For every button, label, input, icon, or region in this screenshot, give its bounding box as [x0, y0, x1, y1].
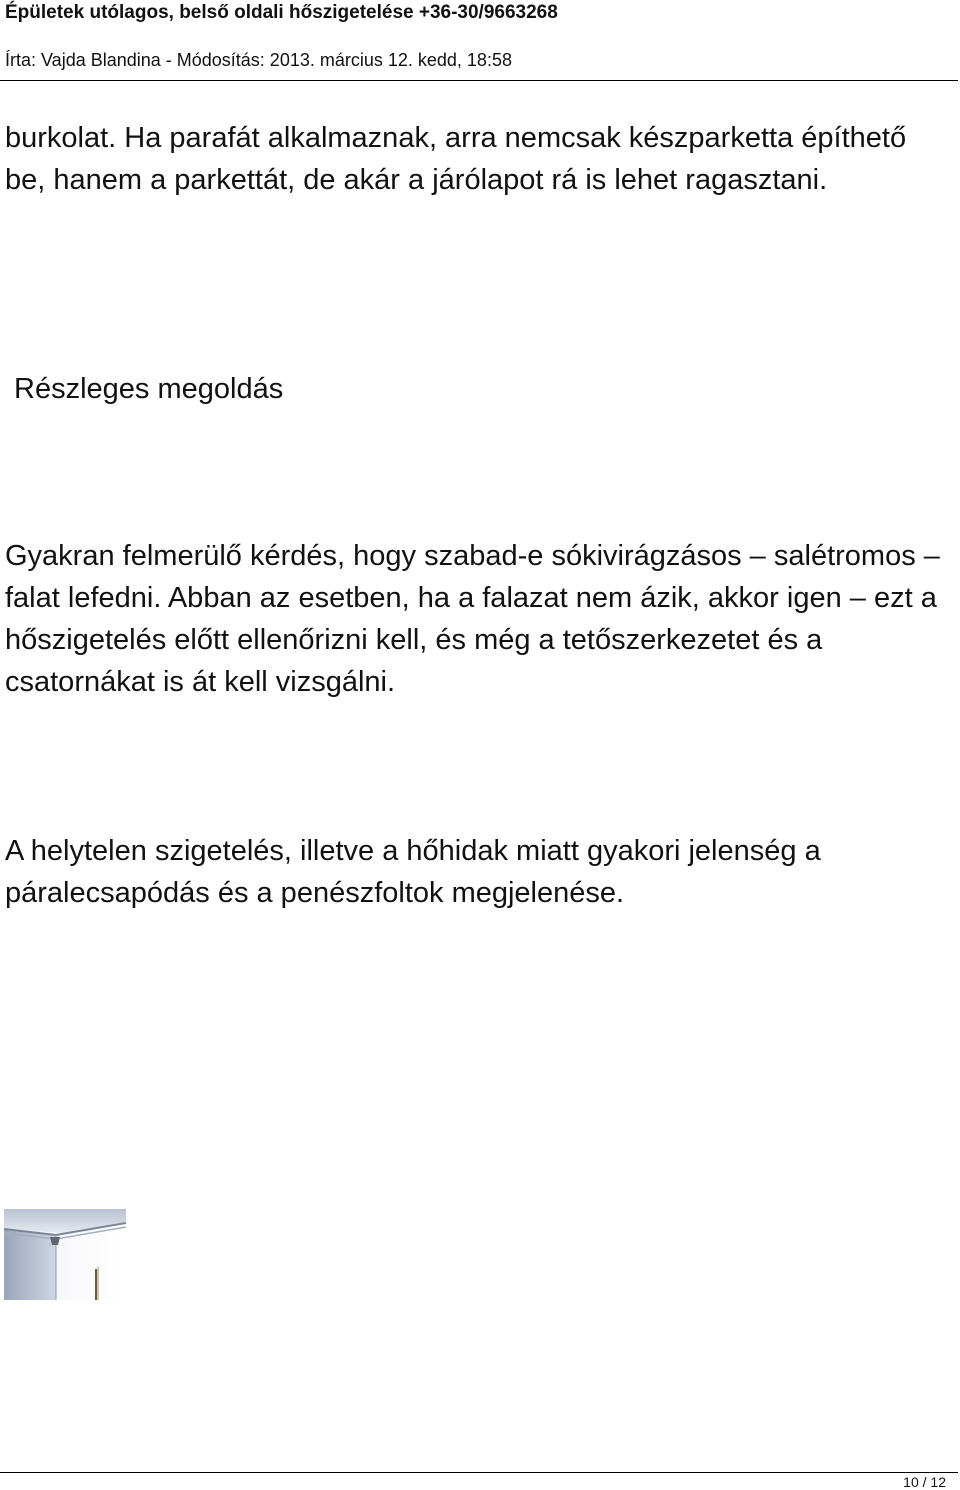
document-title: Épületek utólagos, belső oldali hőszigetelése +36-30/9663268 [5, 2, 558, 23]
paragraph-3: A helytelen szigetelés, illetve a hőhidak miatt gyakori jelenség a páralecsapódás és a penészfoltok megjelenése. [5, 835, 821, 909]
section-heading: Részleges megoldás [14, 373, 284, 405]
author-meta: Írta: Vajda Blandina - Módosítás: 2013. március 12. kedd, 18:58 [5, 50, 512, 70]
wall-corner-photo [4, 1209, 126, 1300]
paragraph-1: burkolat. Ha parafát alkalmaznak, arra nemcsak készparketta építhető be, hanem a parkettát, de akár a járólapot rá is lehet ragasztani. [5, 122, 907, 196]
header-divider [0, 80, 958, 81]
page-number: 10 / 12 [903, 1474, 946, 1490]
footer-divider [0, 1472, 958, 1473]
paragraph-2: Gyakran felmerülő kérdés, hogy szabad-e sókivirágzásos – salétromos – falat lefedni. Abban az esetben, ha a falazat nem ázik, akkor igen – ezt a hőszigetelés előtt ellenőrizni kell, és még a tetőszerkezetet és a csatornákat is át kell vizsgálni. [5, 540, 940, 698]
